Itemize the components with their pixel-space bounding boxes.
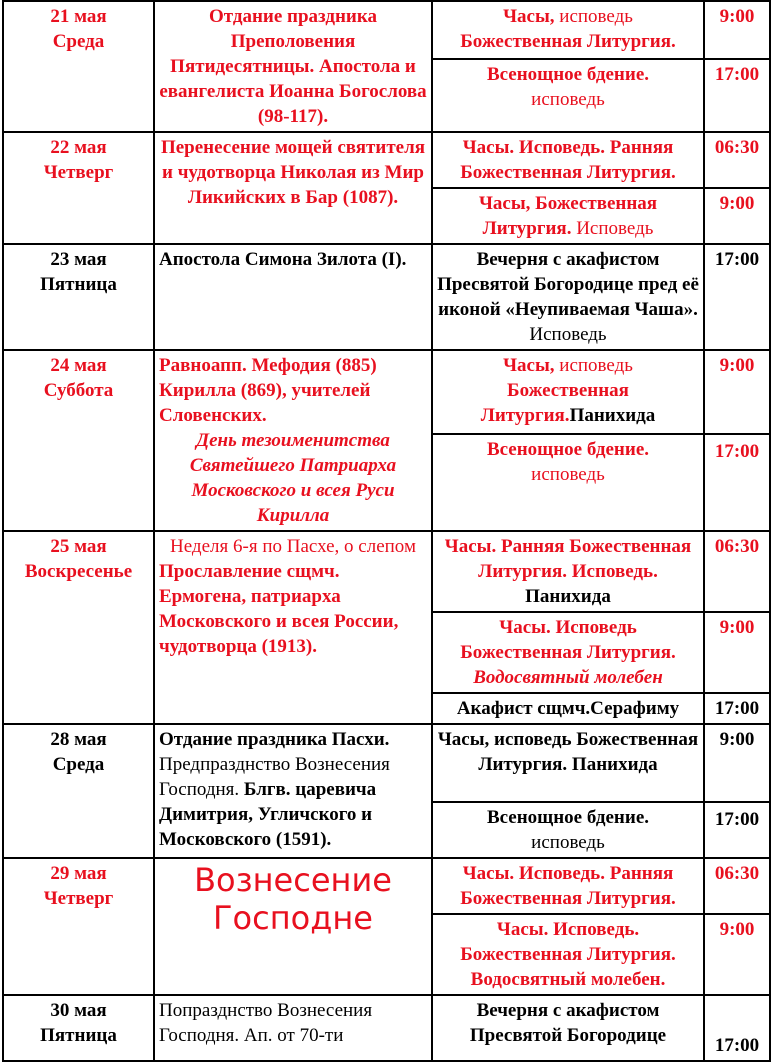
service-text: Божественная Литургия.: [460, 31, 676, 52]
table-row: [3, 350, 770, 434]
time-cell: 17:00: [704, 693, 770, 724]
service-cell: [432, 244, 704, 350]
service-text: Часы,: [503, 6, 555, 27]
service-cell: [432, 188, 704, 244]
feast-note: Предпразднство Вознесения Господня.: [159, 754, 390, 800]
date-label: 23 мая: [50, 249, 107, 270]
date-label: 29 мая: [50, 863, 107, 884]
table-row: [3, 995, 770, 1061]
time-cell: 9:00: [704, 350, 770, 434]
weekday-label: Четверг: [43, 162, 114, 183]
date-label: 30 мая: [50, 1000, 107, 1021]
time-cell: 17:00: [704, 434, 770, 531]
service-cell: [432, 59, 704, 132]
service-text: Панихида: [569, 405, 656, 426]
service-note: исповедь: [554, 6, 633, 27]
service-note: исповедь: [531, 88, 605, 110]
feast-note: День тезоименитства Святейшего Патриарха Московского и всея Руси Кирилла: [189, 430, 397, 526]
feast-text: Отдание праздника Пасхи.: [159, 729, 390, 750]
service-text: Часы. Ранняя Божественная Литургия. Исповедь.: [444, 536, 692, 582]
date-label: 25 мая: [50, 536, 107, 557]
service-cell: [432, 693, 704, 724]
feast-cell: [154, 724, 432, 858]
table-row: [3, 531, 770, 612]
service-text: Всенощное бдение.: [486, 807, 650, 828]
date-cell: [3, 531, 154, 724]
service-cell: [432, 858, 704, 914]
date-cell: [3, 1, 154, 132]
service-text: Часы,: [503, 355, 555, 376]
service-text: Водосвятный молебен: [473, 667, 663, 688]
service-cell: [432, 802, 704, 858]
time-cell: 06:30: [704, 531, 770, 612]
date-cell: [3, 995, 154, 1061]
feast-text: Блгв. царевича Димитрия, Угличского и Московского (1591).: [159, 779, 377, 850]
date-label: 22 мая: [50, 137, 107, 158]
time-cell: 17:00: [704, 244, 770, 350]
time-cell: 9:00: [704, 612, 770, 693]
service-text: Всенощное бдение.: [486, 438, 650, 460]
time-cell: 06:30: [704, 858, 770, 914]
table-row: [3, 858, 770, 914]
feast-text: Прославление сщмч. Ермогена, патриарха Московского и всея России, чудотворца (1913).: [159, 561, 399, 657]
time-cell: 9:00: [704, 1, 770, 59]
feast-text: Перенесение мощей святителя и чудотворца Николая из Мир Ликийских в Бар (1087).: [160, 137, 426, 208]
service-text: Вечерня с акафистом Пресвятой Богородице: [469, 1000, 667, 1046]
date-cell: [3, 132, 154, 244]
feast-cell: [154, 244, 432, 350]
time-cell: 06:30: [704, 132, 770, 188]
service-text: Часы. Исповедь. Ранняя Божественная Литургия.: [460, 137, 676, 183]
feast-text: Равноапп. Мефодия (885) Кирилла (869), учителей Словенских.: [159, 355, 377, 426]
service-cell: [432, 531, 704, 612]
service-text: Божественная Литургия.: [480, 380, 629, 426]
weekday-label: Пятница: [40, 1025, 117, 1046]
service-note: исповедь: [531, 463, 605, 485]
date-cell: [3, 244, 154, 350]
feast-cell: [154, 1, 432, 132]
service-note: исповедь: [554, 355, 633, 376]
service-cell: [432, 995, 704, 1061]
weekday-label: Суббота: [43, 380, 114, 401]
date-cell: [3, 350, 154, 531]
date-label: 24 мая: [50, 355, 107, 376]
service-text: Панихида: [525, 586, 611, 607]
feast-text: Отдание праздника Преполовения Пятидесятницы. Апостола и евангелиста Иоанна Богослова (98-117).: [159, 6, 427, 127]
service-text: Вечерня с акафистом Пресвятой Богородице пред её иконой «Неупиваемая Чаша».: [437, 249, 699, 320]
feast-cell: [154, 858, 432, 995]
weekday-label: Пятница: [40, 274, 117, 295]
service-cell: [432, 132, 704, 188]
time-cell: 9:00: [704, 188, 770, 244]
feast-cell: [154, 132, 432, 244]
service-text: Часы, Божественная Литургия.: [478, 193, 658, 239]
time-cell: 9:00: [704, 724, 770, 802]
table-row: [3, 132, 770, 188]
weekday-label: Среда: [52, 31, 105, 52]
service-note: исповедь: [531, 832, 605, 853]
weekday-label: Среда: [52, 754, 105, 775]
feast-cell: [154, 995, 432, 1061]
weekday-label: Четверг: [43, 888, 114, 909]
service-cell: [432, 434, 704, 531]
weekday-label: Воскресенье: [24, 561, 133, 582]
feast-title: Вознесение Господне: [194, 861, 392, 937]
date-label: 28 мая: [50, 729, 107, 750]
service-text: Часы. Исповедь. Божественная Литургия. Водосвятный молебен.: [460, 919, 676, 990]
date-label: 21 мая: [50, 6, 107, 27]
service-text: Часы, исповедь Божественная Литургия. Панихида: [437, 729, 699, 775]
service-cell: [432, 612, 704, 693]
time-cell: 17:00: [704, 802, 770, 858]
table-row: [3, 724, 770, 802]
feast-text: Попразднство Вознесения Господня. Ап. от 70-ти: [159, 1000, 373, 1046]
service-cell: [432, 724, 704, 802]
table-row: [3, 1, 770, 59]
service-cell: [432, 1, 704, 59]
date-cell: [3, 858, 154, 995]
service-text: Часы. Исповедь. Ранняя Божественная Литургия.: [460, 863, 676, 909]
time-cell: 9:00: [704, 914, 770, 995]
time-cell: 17:00: [704, 59, 770, 132]
service-cell: [432, 350, 704, 434]
service-text: Всенощное бдение.: [486, 63, 650, 85]
feast-note: Неделя 6-я по Пасхе, о слепом: [170, 536, 416, 557]
time-cell: 17:00: [704, 995, 770, 1061]
service-cell: [432, 914, 704, 995]
feast-cell: [154, 350, 432, 531]
service-note: Исповедь: [571, 218, 654, 239]
schedule-table: [2, 0, 771, 1062]
service-note: Исповедь: [529, 324, 607, 345]
feast-cell: [154, 531, 432, 724]
service-text: Часы. Исповедь Божественная Литургия.: [460, 617, 676, 663]
feast-text: Апостола Симона Зилота (I).: [159, 249, 407, 270]
service-text: Акафист сщмч.Серафиму: [456, 698, 680, 719]
table-row: [3, 244, 770, 350]
date-cell: [3, 724, 154, 858]
